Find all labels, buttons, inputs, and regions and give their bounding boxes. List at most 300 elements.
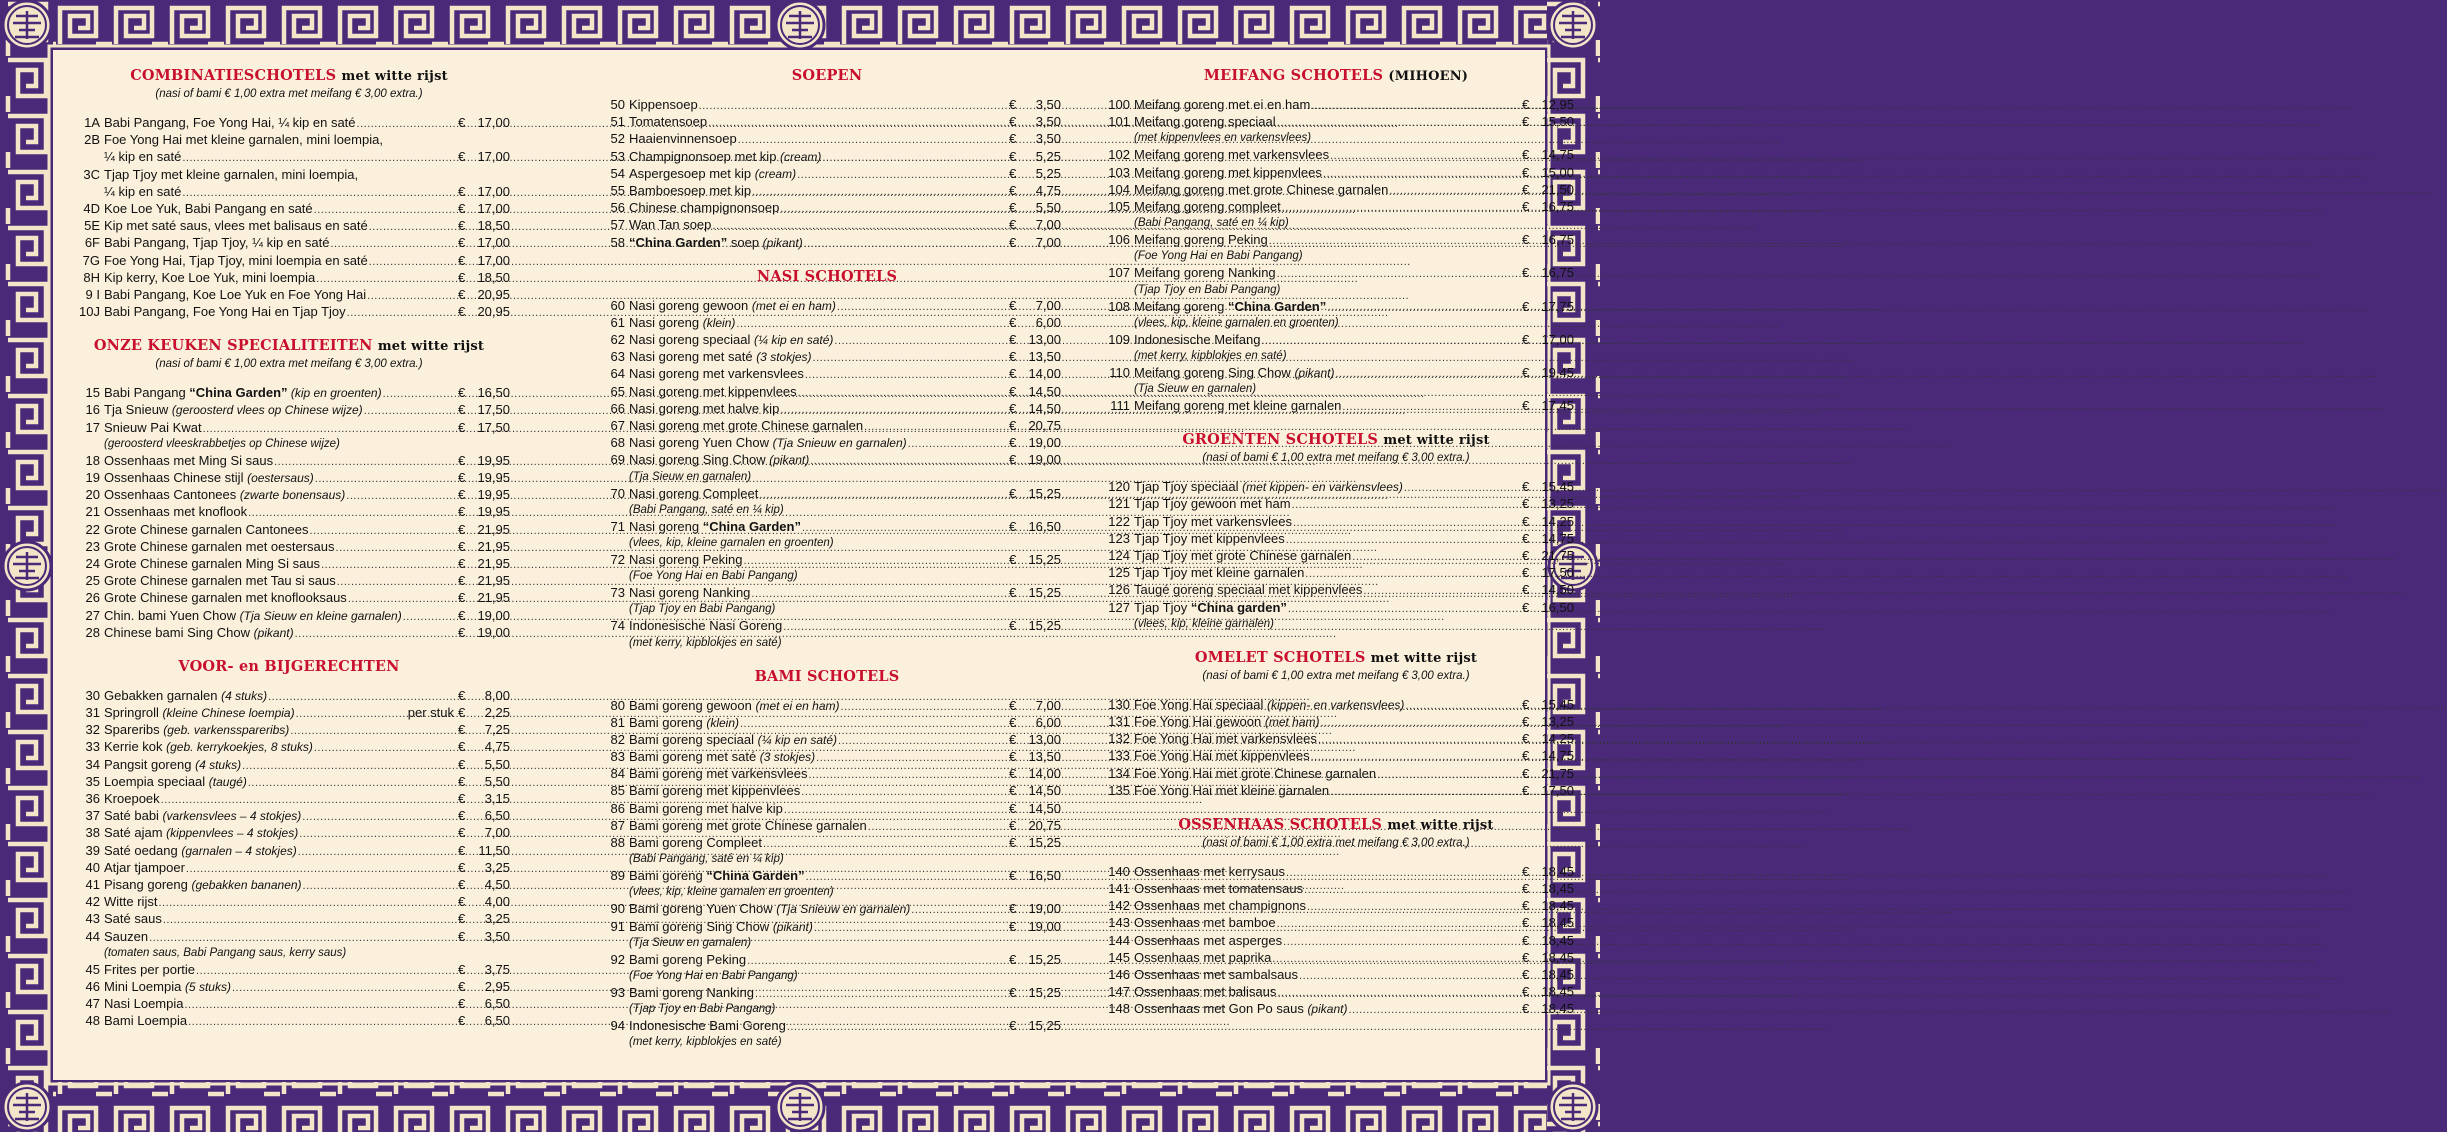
price-value: 6,50 — [484, 996, 510, 1012]
item-name-text: Bami goreng Peking — [629, 951, 747, 967]
item-number: 66 — [610, 400, 625, 416]
price-value: 5,25 — [1035, 165, 1061, 181]
section-title-text: COMBINATIESCHOTELS — [130, 67, 337, 84]
item-number: 21 — [85, 504, 100, 520]
menu-item — [1098, 231, 1574, 264]
item-number: 40 — [85, 859, 100, 875]
menu-item — [68, 252, 510, 269]
currency-symbol: € — [1522, 881, 1530, 897]
item-number: 110 — [1109, 364, 1130, 380]
item-description: (kip en groenten) — [287, 386, 382, 401]
currency-symbol: € — [1522, 748, 1530, 764]
item-name — [629, 918, 813, 936]
price-value: 5,25 — [1035, 148, 1061, 164]
menu-item-line — [1098, 331, 1574, 348]
item-price — [1522, 146, 1574, 163]
item-name-text: Nasi goreng Yuen Chow — [629, 435, 773, 451]
item-name — [104, 961, 195, 978]
item-number: 39 — [85, 842, 100, 858]
item-price — [458, 452, 510, 469]
menu-item — [593, 1017, 1061, 1050]
item-number: 141 — [1108, 881, 1130, 897]
item-number: 89 — [610, 868, 625, 884]
item-number: 131 — [1108, 713, 1130, 729]
currency-symbol: € — [458, 504, 466, 520]
item-number: 101 — [1108, 114, 1130, 130]
menu-item-line — [593, 617, 1061, 634]
price-value: 2,95 — [484, 978, 510, 994]
currency-symbol: € — [458, 538, 466, 554]
section-spacer — [68, 677, 510, 687]
item-number: 144 — [1108, 932, 1130, 948]
item-price — [1522, 914, 1574, 931]
item-price — [1009, 148, 1061, 165]
currency-symbol: € — [1009, 349, 1017, 365]
item-name — [104, 756, 241, 774]
item-number: 148 — [1108, 1001, 1130, 1017]
item-number: 3C — [83, 166, 100, 182]
item-price — [458, 538, 510, 555]
item-name-text: Wan Tan soep — [629, 217, 712, 233]
item-price — [1522, 1000, 1574, 1017]
price-value: 17,50 — [477, 402, 510, 418]
item-name — [629, 113, 707, 130]
menu-section — [68, 320, 510, 641]
price-value: 13,50 — [1028, 349, 1061, 365]
menu-section — [1098, 799, 1574, 1018]
menu-item — [68, 384, 510, 401]
item-detail: (Tjap Tjoy en Babi Pangang) — [629, 603, 776, 616]
item-detail: (Tja Sieuw en garnalen) — [629, 470, 752, 483]
section-spacer — [1098, 86, 1574, 96]
item-name — [1134, 897, 1306, 914]
item-name — [104, 538, 335, 555]
price-value: 14,50 — [1541, 582, 1574, 598]
menu-item — [593, 400, 1061, 417]
menu-item-line — [593, 216, 1061, 233]
item-name — [1134, 231, 1268, 248]
menu-item-line — [68, 521, 510, 538]
price-value: 3,50 — [1035, 97, 1061, 112]
item-number: 143 — [1108, 915, 1130, 931]
item-number: 8H — [83, 269, 100, 285]
dot-leader — [814, 918, 1008, 937]
item-price — [1009, 331, 1061, 348]
item-number: 121 — [1108, 496, 1130, 512]
menu-item-line — [68, 773, 510, 790]
currency-symbol: € — [1522, 147, 1530, 163]
menu-item-line — [1098, 478, 1574, 495]
currency-symbol: € — [458, 978, 466, 994]
currency-symbol: € — [1522, 863, 1530, 879]
item-number: 44 — [85, 928, 100, 944]
item-name-text: Nasi goreng Nanking — [629, 585, 751, 601]
item-price — [458, 624, 510, 641]
item-number: 52 — [610, 131, 625, 147]
item-name — [1134, 113, 1276, 130]
price-value: 14,25 — [1541, 731, 1574, 747]
item-description: (kleine Chinese loempia) — [162, 706, 295, 721]
currency-symbol: € — [458, 452, 466, 468]
item-price — [1009, 216, 1061, 233]
item-number: 74 — [610, 618, 625, 634]
item-name-text: Witte rijst — [104, 894, 158, 910]
currency-symbol: € — [1009, 165, 1017, 181]
menu-item-line — [1098, 547, 1574, 564]
price-value: 16,50 — [1028, 868, 1061, 884]
currency-symbol: € — [1009, 731, 1017, 747]
menu-page — [53, 50, 1574, 1080]
price-value: 16,75 — [1541, 232, 1574, 248]
item-name-text: Bami goreng met kippenvlees — [629, 783, 801, 799]
price-value: 12,95 — [1541, 97, 1574, 112]
item-name-text: Kerrie kok — [104, 739, 167, 755]
currency-symbol: € — [1009, 297, 1017, 313]
price-value: 3,50 — [1035, 131, 1061, 147]
price-value: 4,75 — [484, 739, 510, 755]
item-name — [104, 738, 313, 756]
item-price — [1522, 331, 1574, 348]
currency-symbol: € — [1009, 918, 1017, 934]
menu-item-line — [68, 503, 510, 520]
item-name — [104, 555, 320, 572]
price-value: 13,50 — [1028, 749, 1061, 765]
price-value: 7,00 — [1035, 234, 1061, 250]
item-price — [458, 384, 510, 401]
section-title — [68, 336, 510, 356]
price-value: 18,45 — [1541, 967, 1574, 982]
menu-item-line — [68, 200, 510, 217]
item-description: (5 stuks) — [184, 979, 231, 994]
section-note: (nasi of bami € 1,00 extra met meifang € 3,00 extra.) — [155, 358, 423, 371]
currency-symbol: € — [458, 961, 466, 977]
menu-item — [593, 216, 1061, 233]
menu-item — [1098, 478, 1574, 495]
price-value: 17,75 — [1541, 298, 1574, 314]
menu-section — [1098, 632, 1574, 799]
item-name-text: Babi Pangang, Koe Loe Yuk en Foe Yong Hai — [104, 286, 367, 302]
menu-item — [1098, 397, 1574, 414]
item-price — [1009, 130, 1061, 147]
section-title — [593, 66, 1061, 86]
section-gap — [593, 251, 1061, 265]
item-name-text: Grote Chinese garnalen met Tau si saus — [104, 573, 336, 589]
currency-symbol: € — [1009, 97, 1017, 112]
item-name-text: Meifang goreng met kippenvlees — [1134, 164, 1322, 180]
item-detail: (Foe Yong Hai en Babi Pangang) — [1134, 250, 1303, 263]
item-price — [458, 217, 510, 234]
item-number: 72 — [610, 551, 625, 567]
section-gap — [1098, 632, 1574, 646]
menu-item — [68, 234, 510, 251]
item-price — [1522, 478, 1574, 495]
menu-item — [68, 589, 510, 606]
section-title — [593, 267, 1061, 287]
item-price — [1009, 617, 1061, 634]
item-name — [629, 900, 910, 918]
menu-item-line — [68, 269, 510, 286]
item-name — [104, 384, 382, 402]
menu-item — [68, 555, 510, 572]
item-name — [104, 469, 314, 487]
menu-item — [593, 451, 1061, 484]
item-name — [104, 607, 402, 625]
menu-item-line — [593, 314, 1061, 331]
section-title-text: ONZE KEUKEN SPECIALITEITEN — [93, 337, 373, 355]
menu-item-line — [68, 589, 510, 606]
item-number: 80 — [610, 697, 625, 713]
menu-item-line — [68, 148, 510, 165]
item-name — [1134, 932, 1282, 949]
dot-leader — [203, 419, 457, 438]
currency-symbol: € — [458, 859, 466, 875]
menu-item — [593, 951, 1061, 984]
menu-item-line — [593, 951, 1061, 968]
section-title-text: NASI SCHOTELS — [756, 267, 898, 285]
item-name — [629, 148, 821, 166]
price-value: 21,50 — [1541, 181, 1574, 197]
item-price — [1009, 918, 1061, 935]
menu-item-line — [593, 383, 1061, 400]
price-value: 7,00 — [1035, 217, 1061, 233]
price-value: 14,50 — [1028, 383, 1061, 399]
currency-symbol: € — [458, 825, 466, 841]
item-price — [1522, 730, 1574, 747]
section-title-suffix: met witte rijst — [377, 339, 485, 355]
item-name-text: Babi Pangang, Foe Yong Hai, ¼ kip en saté — [104, 115, 356, 130]
menu-item — [1098, 880, 1574, 897]
currency-symbol: € — [1522, 696, 1530, 712]
item-name-text: Meifang goreng met varkensvlees — [1134, 147, 1330, 163]
item-number: 93 — [610, 984, 625, 1000]
currency-symbol: € — [1009, 783, 1017, 799]
menu-item — [1098, 331, 1574, 364]
item-name — [629, 199, 779, 216]
item-name — [1134, 331, 1260, 348]
menu-item — [593, 434, 1061, 451]
currency-symbol: € — [458, 385, 466, 401]
item-price — [458, 200, 510, 217]
item-name — [629, 697, 840, 715]
menu-item — [68, 503, 510, 520]
item-name-text: Saté saus — [104, 911, 162, 927]
item-number: 67 — [610, 418, 625, 433]
item-name-bold: “China garden” — [1190, 599, 1287, 615]
menu-item — [1098, 932, 1574, 949]
item-number: 46 — [85, 978, 100, 994]
item-number: 1A — [84, 115, 100, 130]
price-value: 21,95 — [477, 590, 510, 606]
price-value: 18,45 — [1541, 984, 1574, 1000]
item-name-text: Bami goreng met saté — [629, 749, 760, 765]
currency-symbol: € — [458, 235, 466, 251]
price-value: 19,00 — [477, 624, 510, 640]
item-price — [458, 114, 510, 131]
item-price — [1522, 298, 1574, 315]
currency-symbol: € — [1522, 967, 1530, 982]
item-name — [629, 182, 751, 199]
dot-leader — [188, 1012, 457, 1031]
item-name — [104, 401, 363, 419]
item-number: 81 — [610, 714, 625, 730]
currency-symbol: € — [458, 590, 466, 606]
item-price — [1009, 800, 1061, 817]
currency-symbol: € — [1009, 200, 1017, 216]
menu-item-line — [68, 756, 510, 773]
menu-item — [1098, 513, 1574, 530]
item-name — [1134, 765, 1376, 782]
dot-leader — [1288, 599, 1521, 618]
currency-symbol: € — [1009, 400, 1017, 416]
item-name — [629, 216, 711, 233]
item-price — [1009, 199, 1061, 216]
currency-symbol: € — [458, 791, 466, 806]
price-value: 15,25 — [1028, 984, 1061, 1000]
item-name — [1134, 478, 1403, 496]
item-description: (3 stokjes) — [756, 350, 812, 365]
item-name-text: Taugé goreng speciaal met kippenvlees — [1134, 582, 1363, 598]
currency-symbol: € — [458, 894, 466, 910]
item-detail: (Tja Sieuw en garnalen) — [629, 936, 752, 949]
menu-item-line — [68, 961, 510, 978]
menu-item — [68, 521, 510, 538]
item-name — [104, 521, 309, 538]
item-name-text: Saté ajam — [104, 825, 167, 841]
section-title-text: GROENTEN SCHOTELS — [1182, 431, 1379, 449]
menu-item-line — [593, 731, 1061, 748]
menu-item — [68, 469, 510, 486]
menu-item-line — [1098, 897, 1574, 914]
menu-item-line — [68, 419, 510, 436]
item-name — [629, 297, 836, 315]
item-description: (garnalen – 4 stokjes) — [181, 843, 297, 858]
price-value: 17,00 — [477, 235, 510, 251]
menu-item-line — [68, 910, 510, 927]
currency-symbol: € — [1522, 398, 1530, 414]
currency-symbol: € — [1009, 551, 1017, 567]
item-number: 103 — [1108, 164, 1130, 180]
item-name-text: Tjap Tjoy speciaal — [1134, 479, 1243, 495]
item-name-text: Pangsit goreng — [104, 756, 196, 772]
price-value: 19,95 — [477, 487, 510, 503]
item-price — [458, 978, 510, 995]
currency-symbol: € — [1522, 164, 1530, 180]
item-name — [1134, 564, 1304, 581]
item-name-text: Meifang goreng compleet — [1134, 198, 1281, 214]
item-price — [1522, 599, 1574, 616]
menu-section — [68, 641, 510, 1030]
currency-symbol: € — [1522, 898, 1530, 914]
item-detail: (met kerry, kipblokjes en saté) — [1134, 349, 1287, 362]
currency-symbol: € — [458, 555, 466, 571]
menu-item — [593, 130, 1061, 147]
item-name — [104, 572, 336, 589]
item-number: 140 — [1108, 863, 1130, 879]
item-price — [1522, 966, 1574, 983]
item-price — [1009, 714, 1061, 731]
currency-symbol: € — [1522, 565, 1530, 581]
menu-item — [68, 131, 510, 165]
dot-leader — [763, 834, 1008, 853]
menu-item-line — [1098, 298, 1574, 315]
item-name — [629, 417, 863, 434]
menu-item — [1098, 863, 1574, 880]
item-price — [1009, 765, 1061, 782]
item-number: 33 — [85, 739, 100, 755]
item-name — [1134, 198, 1281, 215]
item-name-text: Bamboesoep met kip — [629, 182, 752, 198]
currency-symbol: € — [1009, 383, 1017, 399]
menu-item — [593, 748, 1061, 765]
item-price — [458, 607, 510, 624]
item-number: 58 — [610, 234, 625, 250]
item-name-text: Haaienvinnensoep — [629, 131, 737, 147]
dot-leader — [1261, 331, 1521, 350]
price-value: 15,25 — [1028, 951, 1061, 967]
item-name-text: Ossenhaas met sambalsaus — [1134, 967, 1299, 982]
item-name — [629, 731, 837, 749]
section-gap — [68, 320, 510, 334]
currency-symbol: € — [458, 200, 466, 216]
currency-symbol: € — [1522, 765, 1530, 781]
item-number: 122 — [1108, 513, 1130, 529]
item-name — [104, 503, 247, 520]
price-value: 6,00 — [1035, 314, 1061, 330]
item-price — [1009, 365, 1061, 382]
menu-item-line — [593, 817, 1061, 834]
menu-item — [1098, 164, 1574, 181]
item-price — [458, 842, 510, 859]
item-name — [104, 148, 181, 165]
item-name — [1134, 547, 1351, 564]
item-number: 24 — [85, 555, 100, 571]
item-name — [1134, 713, 1320, 731]
item-name-text: ¼ kip en saté — [104, 149, 182, 165]
item-description: (klein) — [702, 315, 736, 330]
item-number: 45 — [85, 961, 100, 977]
menu-item — [593, 765, 1061, 782]
item-name-text: Bami goreng met varkensvlees — [629, 766, 808, 782]
price-value: 13,00 — [1028, 332, 1061, 348]
item-name-text: Bami goreng Yuen Chow — [629, 901, 777, 917]
currency-symbol: € — [458, 183, 466, 199]
price-value: 13,25 — [1541, 713, 1574, 729]
price-value: 18,50 — [477, 218, 510, 234]
menu-item-line — [68, 384, 510, 401]
section-title — [1098, 815, 1574, 835]
menu-item — [68, 269, 510, 286]
item-number: 127 — [1108, 599, 1130, 615]
item-unit: per stuk — [407, 705, 454, 721]
item-detail: (Babi Pangang, saté en ¼ kip) — [629, 853, 784, 866]
item-price — [1009, 697, 1061, 714]
menu-item — [68, 607, 510, 624]
menu-item — [1098, 198, 1574, 231]
price-value: 16,50 — [1541, 599, 1574, 615]
item-name — [104, 1012, 187, 1029]
currency-symbol: € — [458, 286, 466, 302]
menu-item-line — [1098, 914, 1574, 931]
item-name — [104, 269, 315, 286]
item-price — [458, 555, 510, 572]
menu-item — [1098, 264, 1574, 297]
menu-item-line — [68, 928, 510, 945]
item-name-text: Tomatensoep — [629, 114, 708, 130]
price-value: 4,00 — [484, 894, 510, 910]
menu-item — [68, 876, 510, 893]
item-price — [1009, 434, 1061, 451]
item-name-text: Saté oedang — [104, 842, 182, 858]
